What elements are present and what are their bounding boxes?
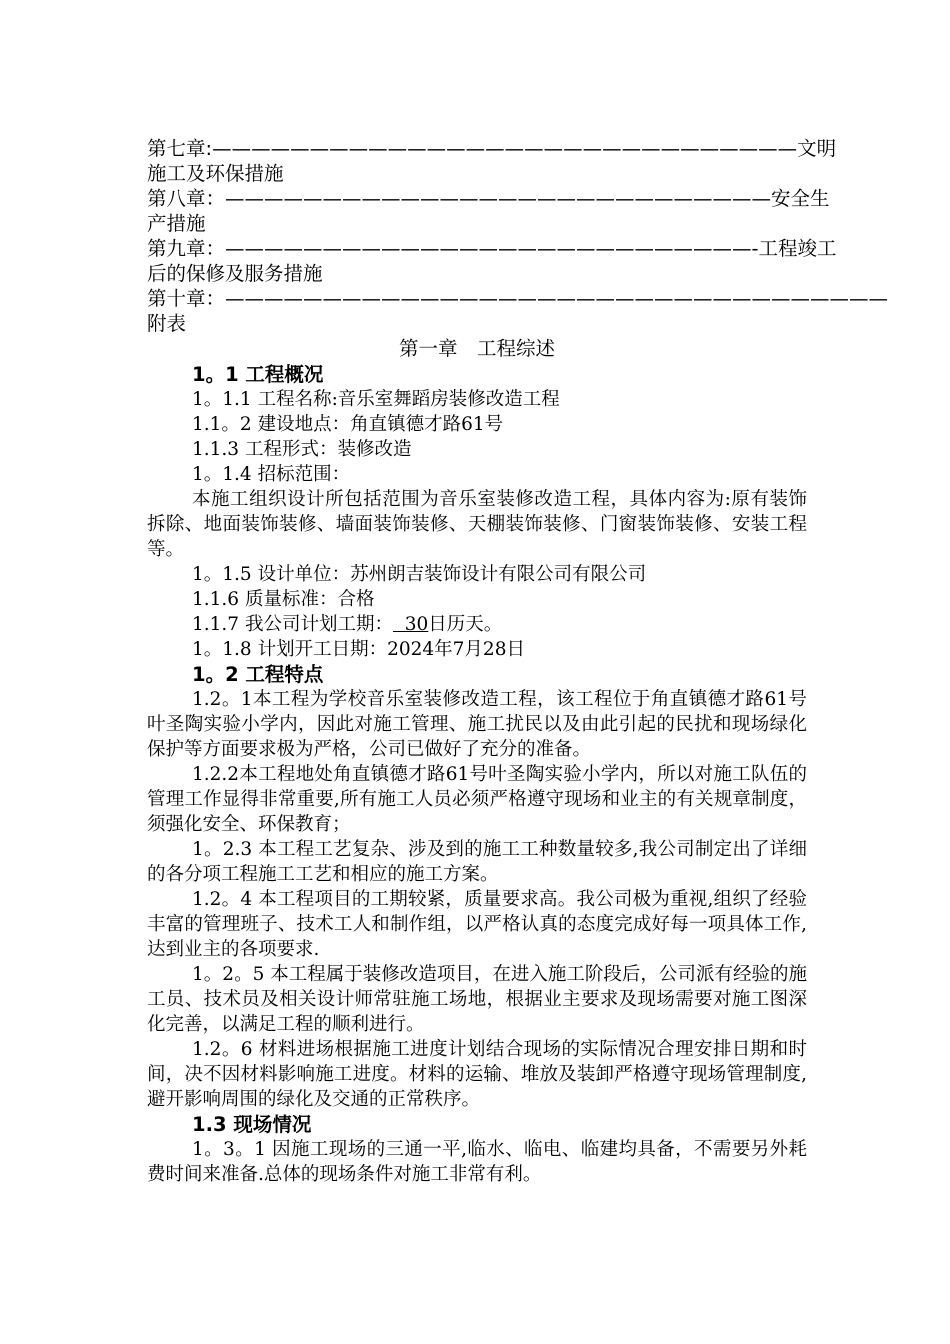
toc-entry-chapter-10 bbox=[147, 286, 889, 336]
project-name-item: 1。1.1 工程名称:音乐室舞蹈房装修改造工程 bbox=[192, 389, 560, 410]
design-unit-item: 1。1.5 设计单位：苏州朗吉装饰设计有限公司有限公司 bbox=[192, 564, 647, 585]
feature-paragraph-1: 1.2。1本工程为学校音乐室装修改造工程，该工程位于角直镇德才路61号叶圣陶实验小学内，因此对施工管理、施工扰民以及由此引起的民扰和现场绿化保护等方面要求极为严格，公司已做好了充分的准备。 bbox=[147, 689, 807, 760]
toc-line: 第八章：————————————————————————————安全生 bbox=[147, 187, 830, 210]
section-heading-1-1: 1。1 工程概况 bbox=[192, 363, 324, 386]
toc-entry-chapter-7 bbox=[147, 136, 837, 186]
section-heading-1-2: 1。2 工程特点 bbox=[192, 663, 324, 686]
planned-duration-item bbox=[147, 612, 807, 637]
feature-paragraph-2: 1.2.2本工程地处角直镇德才路61号叶圣陶实验小学内，所以对施工队伍的管理工作显得非常重要,所有施工人员必须严格遵守现场和业主的有关规章制度，须强化安全、环保教育； bbox=[147, 764, 807, 835]
planned-duration-days: 30 bbox=[392, 614, 429, 635]
toc-line-continued: 施工及环保措施 bbox=[147, 162, 284, 185]
toc-line-continued: 后的保修及服务措施 bbox=[147, 262, 323, 285]
project-location-item: 1.1。2 建设地点：角直镇德才路61号 bbox=[192, 414, 504, 435]
feature-paragraph-6: 1.2。6 材料进场根据施工进度计划结合现场的实际情况合理安排日期和时间，决不因材料影响施工进度。材料的运输、堆放及装卸严格遵守现场管理制度,避开影响周围的绿化及交通的正常秩序。 bbox=[147, 1039, 807, 1110]
document-page bbox=[147, 136, 889, 1187]
toc-entry-chapter-8 bbox=[147, 186, 830, 236]
bid-scope-item: 1。1.4 招标范围： bbox=[192, 464, 351, 485]
toc-line: 第七章:——————————————————————————————文明 bbox=[147, 137, 837, 160]
project-form-item: 1.1.3 工程形式：装修改造 bbox=[192, 439, 412, 460]
site-paragraph-1: 1。3。1 因施工现场的三通一平,临水、临电、临建均具备，不需要另外耗费时间来准备.总体的现场条件对施工非常有利。 bbox=[147, 1139, 807, 1185]
feature-paragraph-5: 1。2。5 本工程属于装修改造项目，在进入施工阶段后，公司派有经验的施工员、技术员及相关设计师常驻施工场地，根据业主要求及现场需要对施工图深化完善，以满足工程的顺利进行。 bbox=[147, 964, 807, 1035]
section-heading-1-3: 1.3 现场情况 bbox=[192, 1113, 312, 1136]
toc-line: 第九章：———————————————————————————-工程竣工 bbox=[147, 237, 837, 260]
planned-duration-label: 1.1.7 我公司计划工期： bbox=[192, 614, 393, 635]
scope-paragraph: 本施工组织设计所包括范围为音乐室装修改造工程，具体内容为:原有装饰拆除、地面装饰装修、墙面装饰装修、天棚装饰装修、门窗装饰装修、安装工程等。 bbox=[147, 489, 807, 560]
toc-line-continued: 产措施 bbox=[147, 212, 206, 235]
feature-paragraph-3: 1。2.3 本工程工艺复杂、涉及到的施工工种数量较多,我公司制定出了详细的各分项工程施工工艺和相应的施工方案。 bbox=[147, 839, 807, 885]
planned-duration-unit: 日历天。 bbox=[428, 614, 503, 635]
chapter-title: 第一章 工程综述 bbox=[398, 337, 555, 360]
feature-paragraph-4: 1.2。4 本工程项目的工期较紧，质量要求高。我公司极为重视,组织了经验丰富的管理班子、技术工人和制作组，以严格认真的态度完成好每一项具体工作,达到业主的各项要求. bbox=[147, 889, 807, 960]
quality-standard-item: 1.1.6 质量标准：合格 bbox=[192, 589, 375, 610]
start-date-item: 1。1.8 计划开工日期：2024年7月28日 bbox=[192, 639, 525, 660]
toc-line: 第十章：—————————————————————————————————— bbox=[147, 287, 889, 310]
toc-line-continued: 附表 bbox=[147, 312, 187, 335]
toc-entry-chapter-9 bbox=[147, 236, 837, 286]
